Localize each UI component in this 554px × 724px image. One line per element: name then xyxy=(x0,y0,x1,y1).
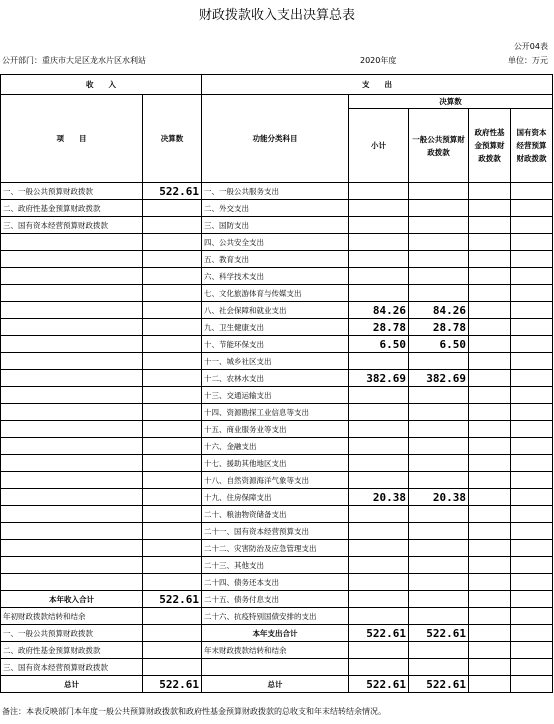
prior-item-value xyxy=(143,625,202,642)
report-title: 财政拨款收入支出决算总表 xyxy=(198,8,355,23)
expense-summary-gov-fund xyxy=(469,625,511,642)
expense-item-label: 四、公共安全支出 xyxy=(202,234,349,251)
expense-subtotal-value xyxy=(349,387,409,404)
gov-fund-header: 政府性基金预算财政拨款 xyxy=(469,109,511,183)
expense-gov-fund-value xyxy=(469,353,511,370)
table-row xyxy=(1,489,553,506)
expense-general-value xyxy=(409,574,469,591)
table-row xyxy=(1,540,553,557)
prior-item-label: 一、一般公共预算财政拨款 xyxy=(1,625,143,642)
income-empty-value xyxy=(143,421,202,438)
expense-item-label: 二十、粮油物资储备支出 xyxy=(202,506,349,523)
expense-item-label: 十、节能环保支出 xyxy=(202,336,349,353)
table-row xyxy=(1,421,553,438)
expense-gov-fund-value xyxy=(469,251,511,268)
expense-item-label: 二十二、灾害防治及应急管理支出 xyxy=(202,540,349,557)
table-row xyxy=(1,506,553,523)
expense-general-value xyxy=(409,438,469,455)
expense-item-label: 二十五、债务付息支出 xyxy=(202,591,349,608)
table-row xyxy=(1,574,553,591)
expense-gov-fund-value xyxy=(469,336,511,353)
expense-state-capital-value xyxy=(511,353,553,370)
expense-subtotal-value xyxy=(349,506,409,523)
expense-state-capital-value xyxy=(511,217,553,234)
expense-gov-fund-value xyxy=(469,217,511,234)
expense-state-capital-value xyxy=(511,285,553,302)
expense-general-value: 6.50 xyxy=(409,336,469,353)
expense-state-capital-value xyxy=(511,387,553,404)
table-row xyxy=(1,642,553,659)
expense-general-value xyxy=(409,200,469,217)
income-item-label: 一、一般公共预算财政拨款 xyxy=(1,183,143,200)
expense-general-value xyxy=(409,234,469,251)
expense-summary-label xyxy=(202,659,349,676)
grand-total-left-value: 522.61 xyxy=(143,676,202,693)
form-code: 公开04表 xyxy=(513,42,548,51)
prior-item-label: 三、国有资本经营预算财政拨款 xyxy=(1,659,143,676)
income-empty-cell xyxy=(1,557,143,574)
expense-state-capital-value xyxy=(511,336,553,353)
expense-subtotal-value xyxy=(349,251,409,268)
expense-subtotal-value xyxy=(349,421,409,438)
expense-item-label: 十三、交通运输支出 xyxy=(202,387,349,404)
footnote: 备注：本表反映部门本年度一般公共预算财政拨款和政府性基金预算财政拨款的总收支和年末结转结余情况。 xyxy=(2,707,386,716)
income-empty-value xyxy=(143,285,202,302)
grand-total-left-label: 总计 xyxy=(1,676,143,693)
expense-summary-general xyxy=(409,659,469,676)
income-empty-value xyxy=(143,234,202,251)
expense-general-value xyxy=(409,285,469,302)
income-empty-cell xyxy=(1,523,143,540)
income-empty-value xyxy=(143,404,202,421)
expense-summary-general: 522.61 xyxy=(409,625,469,642)
table-row xyxy=(1,268,553,285)
expense-gov-fund-value xyxy=(469,489,511,506)
expense-item-label: 七、文化旅游体育与传媒支出 xyxy=(202,285,349,302)
grand-total-right-label: 总计 xyxy=(202,676,349,693)
expense-general-value xyxy=(409,421,469,438)
expense-state-capital-value xyxy=(511,183,553,200)
prior-item-label: 二、政府性基金预算财政拨款 xyxy=(1,642,143,659)
expense-state-capital-value xyxy=(511,404,553,421)
expense-item-label: 九、卫生健康支出 xyxy=(202,319,349,336)
income-empty-cell xyxy=(1,285,143,302)
income-empty-cell xyxy=(1,574,143,591)
expense-general-value xyxy=(409,404,469,421)
expense-item-label: 二十三、其他支出 xyxy=(202,557,349,574)
expense-state-capital-value xyxy=(511,438,553,455)
grand-total-gov-fund xyxy=(469,676,511,693)
grand-total-general: 522.61 xyxy=(409,676,469,693)
table-row xyxy=(1,455,553,472)
expense-general-value: 382.69 xyxy=(409,370,469,387)
income-empty-cell xyxy=(1,472,143,489)
income-empty-cell xyxy=(1,319,143,336)
expense-state-capital-value xyxy=(511,251,553,268)
table-row xyxy=(1,472,553,489)
expense-state-capital-value xyxy=(511,523,553,540)
income-empty-cell xyxy=(1,302,143,319)
income-empty-cell xyxy=(1,489,143,506)
income-empty-value xyxy=(143,336,202,353)
expense-gov-fund-value xyxy=(469,370,511,387)
expense-gov-fund-value xyxy=(469,540,511,557)
income-header: 收 入 xyxy=(1,75,202,95)
expense-item-label: 二、外交支出 xyxy=(202,200,349,217)
expense-state-capital-value xyxy=(511,540,553,557)
expense-summary-state-capital xyxy=(511,625,553,642)
income-empty-value xyxy=(143,455,202,472)
expense-general-value xyxy=(409,540,469,557)
expense-general-value xyxy=(409,557,469,574)
income-empty-value xyxy=(143,574,202,591)
income-empty-cell xyxy=(1,268,143,285)
expense-summary-general xyxy=(409,642,469,659)
expense-subtotal-value xyxy=(349,472,409,489)
expense-subtotal-value: 28.78 xyxy=(349,319,409,336)
table-row xyxy=(1,625,553,642)
income-empty-value xyxy=(143,319,202,336)
expense-summary-subtotal xyxy=(349,659,409,676)
table-row xyxy=(1,438,553,455)
grand-total-state-capital xyxy=(511,676,553,693)
income-empty-cell xyxy=(1,404,143,421)
expense-general-value xyxy=(409,506,469,523)
expense-state-capital-value xyxy=(511,506,553,523)
expense-subtotal-value xyxy=(349,574,409,591)
income-empty-cell xyxy=(1,336,143,353)
expense-general-value: 84.26 xyxy=(409,302,469,319)
expense-subtotal-value xyxy=(349,353,409,370)
table-row xyxy=(1,217,553,234)
income-empty-cell xyxy=(1,438,143,455)
table-row xyxy=(1,404,553,421)
table-row xyxy=(1,251,553,268)
table-row xyxy=(1,234,553,251)
expense-subtotal-value xyxy=(349,268,409,285)
expense-gov-fund-value xyxy=(469,438,511,455)
table-row xyxy=(1,557,553,574)
subtotal-header: 小计 xyxy=(349,109,409,183)
expense-gov-fund-value xyxy=(469,608,511,625)
income-empty-value xyxy=(143,302,202,319)
expense-state-capital-value xyxy=(511,557,553,574)
expense-general-value xyxy=(409,523,469,540)
expense-general-value xyxy=(409,217,469,234)
income-empty-cell xyxy=(1,506,143,523)
expense-subtotal-value xyxy=(349,455,409,472)
income-empty-value xyxy=(143,523,202,540)
expense-general-value xyxy=(409,591,469,608)
item-header: 项 目 xyxy=(1,95,143,183)
expense-item-label: 二十一、国有资本经营预算支出 xyxy=(202,523,349,540)
expense-summary-state-capital xyxy=(511,659,553,676)
income-empty-value xyxy=(143,489,202,506)
expense-subtotal-value: 382.69 xyxy=(349,370,409,387)
expense-summary-subtotal: 522.61 xyxy=(349,625,409,642)
expense-state-capital-value xyxy=(511,472,553,489)
expense-gov-fund-value xyxy=(469,523,511,540)
expense-gov-fund-value xyxy=(469,268,511,285)
grand-total-subtotal: 522.61 xyxy=(349,676,409,693)
prior-item-value xyxy=(143,659,202,676)
expense-item-label: 三、国防支出 xyxy=(202,217,349,234)
department-label: 公开部门：重庆市大足区龙水片区水利站 xyxy=(2,56,146,65)
expense-summary-label: 本年支出合计 xyxy=(202,625,349,642)
expense-subtotal-value xyxy=(349,200,409,217)
budget-summary-table xyxy=(0,74,553,693)
expense-gov-fund-value xyxy=(469,421,511,438)
income-empty-cell xyxy=(1,353,143,370)
income-empty-value xyxy=(143,472,202,489)
table-row xyxy=(1,302,553,319)
income-empty-value xyxy=(143,251,202,268)
expense-subtotal-value xyxy=(349,523,409,540)
table-row xyxy=(1,183,553,200)
grand-total-row xyxy=(1,676,553,693)
expense-subtotal-value xyxy=(349,183,409,200)
expense-gov-fund-value xyxy=(469,234,511,251)
expense-state-capital-value xyxy=(511,200,553,217)
table-row xyxy=(1,659,553,676)
expense-subtotal-value xyxy=(349,285,409,302)
income-empty-value xyxy=(143,370,202,387)
expense-state-capital-value xyxy=(511,608,553,625)
income-empty-value xyxy=(143,438,202,455)
income-empty-cell xyxy=(1,455,143,472)
expense-state-capital-value xyxy=(511,302,553,319)
expense-state-capital-value xyxy=(511,268,553,285)
table-row xyxy=(1,319,553,336)
expense-summary-gov-fund xyxy=(469,659,511,676)
expense-item-label: 八、社会保障和就业支出 xyxy=(202,302,349,319)
expense-gov-fund-value xyxy=(469,557,511,574)
general-budget-header: 一般公共预算财政拨款 xyxy=(409,109,469,183)
expense-item-label: 五、教育支出 xyxy=(202,251,349,268)
income-empty-cell xyxy=(1,370,143,387)
expense-gov-fund-value xyxy=(469,455,511,472)
income-empty-cell xyxy=(1,251,143,268)
income-item-label: 二、政府性基金预算财政拨款 xyxy=(1,200,143,217)
expense-gov-fund-value xyxy=(469,387,511,404)
expense-general-value: 28.78 xyxy=(409,319,469,336)
expense-gov-fund-value xyxy=(469,574,511,591)
expense-state-capital-value xyxy=(511,234,553,251)
income-empty-cell xyxy=(1,387,143,404)
expense-gov-fund-value xyxy=(469,200,511,217)
expense-gov-fund-value xyxy=(469,472,511,489)
expense-item-label: 二十六、抗疫特别国债安排的支出 xyxy=(202,608,349,625)
income-total-label: 本年收入合计 xyxy=(1,591,143,608)
expense-summary-state-capital xyxy=(511,642,553,659)
expense-general-value xyxy=(409,268,469,285)
expense-gov-fund-value xyxy=(469,319,511,336)
expense-summary-subtotal xyxy=(349,642,409,659)
income-empty-value xyxy=(143,387,202,404)
income-empty-cell xyxy=(1,540,143,557)
expense-item-label: 十六、金融支出 xyxy=(202,438,349,455)
income-empty-cell xyxy=(1,234,143,251)
expense-state-capital-value xyxy=(511,319,553,336)
expense-item-label: 十七、援助其他地区支出 xyxy=(202,455,349,472)
table-row xyxy=(1,336,553,353)
state-capital-header: 国有资本经营预算财政拨款 xyxy=(511,109,553,183)
expense-gov-fund-value xyxy=(469,404,511,421)
report-meta-row xyxy=(0,55,554,67)
income-empty-cell xyxy=(1,421,143,438)
expense-state-capital-value xyxy=(511,489,553,506)
table-row xyxy=(1,387,553,404)
year-label: 2020年度 xyxy=(360,56,397,65)
expense-subtotal-value xyxy=(349,591,409,608)
expense-state-capital-value xyxy=(511,370,553,387)
expense-subtotal-value xyxy=(349,217,409,234)
expense-header: 支 出 xyxy=(202,75,553,95)
expense-gov-fund-value xyxy=(469,285,511,302)
expense-item-label: 六、科学技术支出 xyxy=(202,268,349,285)
expense-general-value xyxy=(409,183,469,200)
income-empty-value xyxy=(143,557,202,574)
final-amount-header: 决算数 xyxy=(143,95,202,183)
income-empty-value xyxy=(143,268,202,285)
expense-subtotal-value: 84.26 xyxy=(349,302,409,319)
expense-item-label: 十九、住房保障支出 xyxy=(202,489,349,506)
table-row xyxy=(1,591,553,608)
income-empty-value xyxy=(143,540,202,557)
expense-gov-fund-value xyxy=(469,302,511,319)
expense-state-capital-value xyxy=(511,591,553,608)
expense-gov-fund-value xyxy=(469,506,511,523)
prior-item-value xyxy=(143,642,202,659)
expense-subtotal-value xyxy=(349,438,409,455)
expense-summary-label: 年末财政拨款结转和结余 xyxy=(202,642,349,659)
expense-item-label: 一、一般公共服务支出 xyxy=(202,183,349,200)
expense-item-label: 十二、农林水支出 xyxy=(202,370,349,387)
expense-general-value: 20.38 xyxy=(409,489,469,506)
income-item-value xyxy=(143,217,202,234)
expense-state-capital-value xyxy=(511,455,553,472)
expense-subtotal-value xyxy=(349,557,409,574)
income-empty-value xyxy=(143,353,202,370)
table-row xyxy=(1,608,553,625)
expense-general-value xyxy=(409,353,469,370)
expense-item-label: 十一、城乡社区支出 xyxy=(202,353,349,370)
table-row xyxy=(1,523,553,540)
expense-subtotal-value xyxy=(349,608,409,625)
expense-general-value xyxy=(409,387,469,404)
unit-label: 单位：万元 xyxy=(508,56,548,65)
expense-state-capital-value xyxy=(511,421,553,438)
expense-item-label: 十五、商业服务业等支出 xyxy=(202,421,349,438)
expense-state-capital-value xyxy=(511,574,553,591)
income-item-value: 522.61 xyxy=(143,183,202,200)
expense-subtotal-value xyxy=(349,404,409,421)
table-row xyxy=(1,200,553,217)
expense-item-label: 十四、资源勘探工业信息等支出 xyxy=(202,404,349,421)
expense-summary-gov-fund xyxy=(469,642,511,659)
expense-gov-fund-value xyxy=(469,183,511,200)
table-row xyxy=(1,285,553,302)
expense-general-value xyxy=(409,251,469,268)
expense-item-label: 十八、自然资源海洋气象等支出 xyxy=(202,472,349,489)
prior-balance-label: 年初财政拨款结转和结余 xyxy=(1,608,143,625)
table-row xyxy=(1,353,553,370)
income-empty-value xyxy=(143,506,202,523)
expense-item-label: 二十四、债务还本支出 xyxy=(202,574,349,591)
expense-subtotal-value xyxy=(349,234,409,251)
func-class-header: 功能分类科目 xyxy=(202,95,349,183)
final-amount-group-header: 决算数 xyxy=(349,95,553,109)
income-total-value: 522.61 xyxy=(143,591,202,608)
expense-general-value xyxy=(409,472,469,489)
income-item-value xyxy=(143,200,202,217)
expense-general-value xyxy=(409,455,469,472)
income-item-label: 三、国有资本经营预算财政拨款 xyxy=(1,217,143,234)
expense-gov-fund-value xyxy=(469,591,511,608)
table-row xyxy=(1,370,553,387)
expense-subtotal-value xyxy=(349,540,409,557)
prior-balance-value xyxy=(143,608,202,625)
expense-subtotal-value: 6.50 xyxy=(349,336,409,353)
expense-general-value xyxy=(409,608,469,625)
expense-subtotal-value: 20.38 xyxy=(349,489,409,506)
